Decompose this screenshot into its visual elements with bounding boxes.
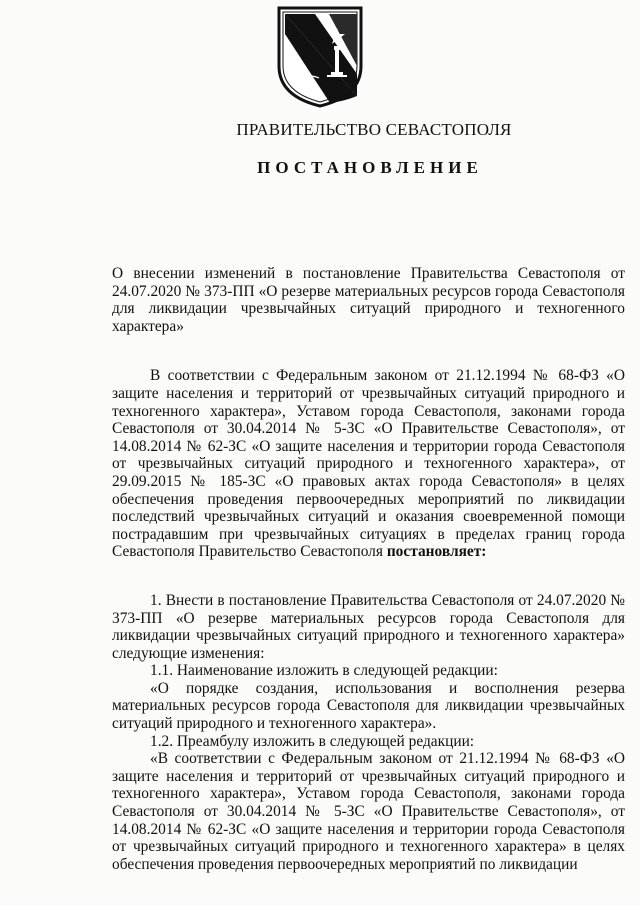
preamble-text: В соответствии с Федеральным законом от 21.12.1994 № 68-ФЗ «О защите населения и территорий от чрезвычайных ситуаций природного и техногенного характера», Уставом города Севастополя, законами города Севастополя от 30.04.2014 № 5-ЗС «О Правительстве Севастополя», от 14.08.2014 № 62-ЗС «О защите населения и территории города Севастополя от чрезвычайных ситуаций природного и техногенного характера», от 29.09.2015 № 185-ЗС «О правовых актах города Севастополя» в целях обеспечения проведения первоочередных мероприятий по ликвидации последствий чрезвычайных ситуаций и оказания своевременной помощи пострадавшим при чрезвычайных ситуациях в пределах границ города Севастополя Правительство Севастополя <box>112 367 625 561</box>
document-subject: О внесении изменений в постановление Правительства Севастополя от 24.07.2020 № 373-ПП «О резерве материальных ресурсов города Севастополя для ликвидации чрезвычайных ситуаций природного и техногенного характера» <box>112 265 625 335</box>
item-1-1-text: «О порядке создания, использования и восполнения резерва материальных ресурсов города Севастополя для ликвидации чрезвычайных ситуаций природного и техногенного характера». <box>112 679 625 733</box>
item-1-1: 1.1. Наименование изложить в следующей редакции: <box>150 662 498 680</box>
item-1-2-text: «В соответствии с Федеральным законом от 21.12.1994 № 68-ФЗ «О защите населения и территорий от чрезвычайных ситуаций природного и техногенного характера», Уставом города Севастополя, законами города Севастополя от 30.04.2014 № 5-ЗС «О Правительстве Севастополя», от 14.08.2014 № 62-ЗС «О защите населения и территории города Севастополя от чрезвычайных ситуаций природного и техногенного характера» в целях обеспечения проведения первоочередных мероприятий по ликвидации <box>112 750 625 873</box>
preamble-paragraph <box>112 367 625 561</box>
item-1-2: 1.2. Преамбулу изложить в следующей редакции: <box>150 732 475 750</box>
coat-of-arms-emblem <box>275 4 365 108</box>
document-type: ПОСТАНОВЛЕНИЕ <box>257 158 483 177</box>
government-name: ПРАВИТЕЛЬСТВО СЕВАСТОПОЛЯ <box>236 120 512 139</box>
document-body <box>112 265 625 873</box>
resolves-word: постановляет: <box>386 543 487 561</box>
item-1: 1. Внести в постановление Правительства Севастополя от 24.07.2020 № 373-ПП «О резерве материальных ресурсов города Севастополя для ликвидации чрезвычайных ситуаций природного и техногенного характера» следующие изменения: <box>112 591 625 662</box>
